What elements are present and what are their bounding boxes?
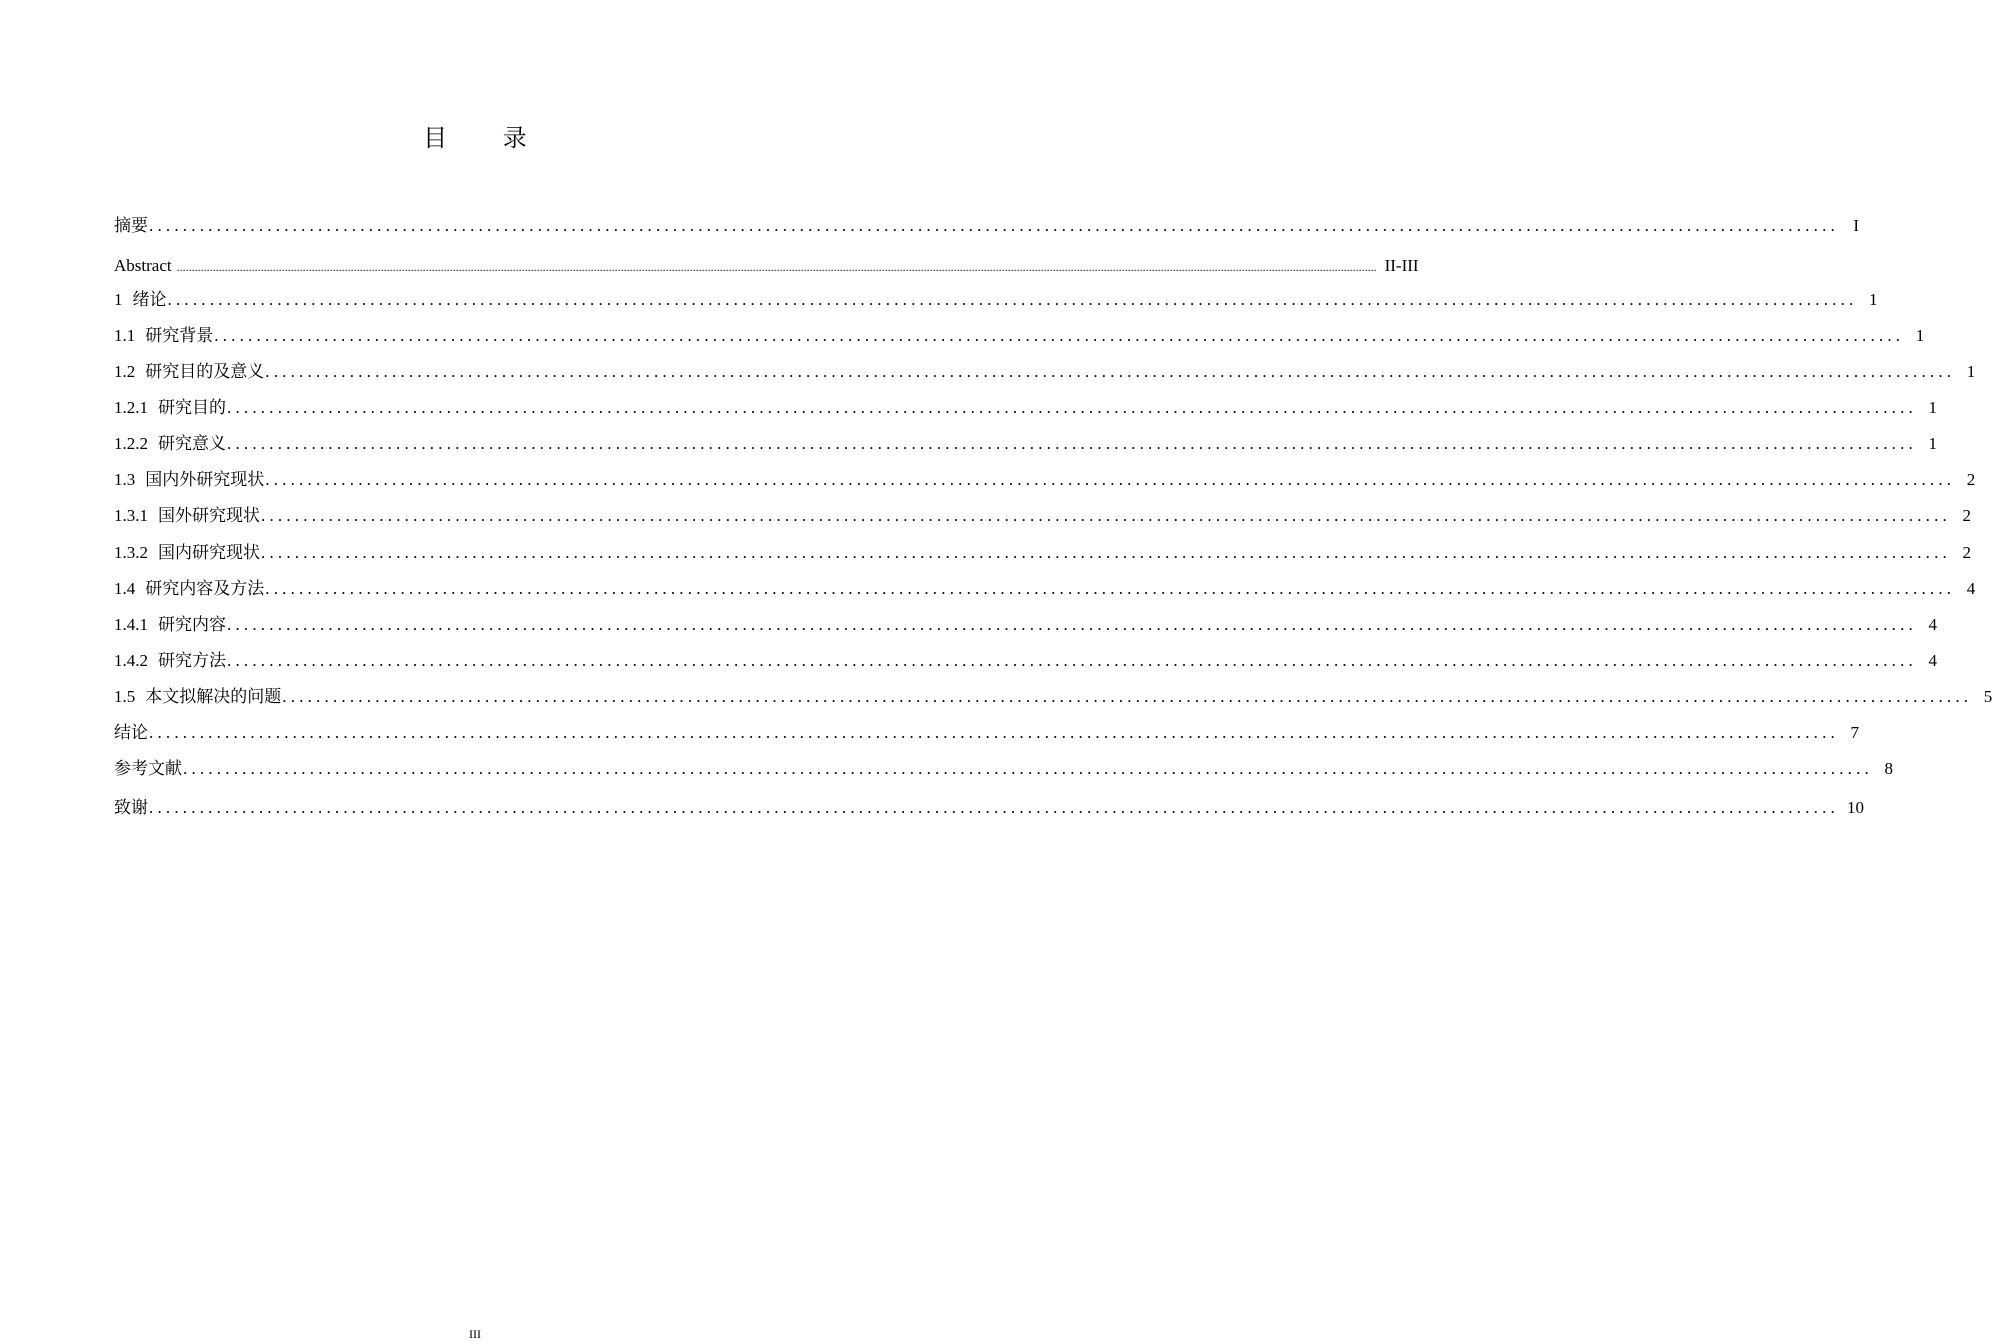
- toc-entry-text: 研究目的及意义: [145, 362, 265, 381]
- toc-entry-label: [114, 796, 148, 820]
- toc-entry-number: 1.4.1: [114, 615, 148, 634]
- toc-dot-leader: ........................................................................................................................................................................................................: [149, 723, 1839, 742]
- toc-entry-text: 结论: [114, 723, 148, 742]
- toc-title: 目 录: [423, 124, 551, 152]
- toc-entry-number: 1.4.2: [114, 651, 148, 670]
- toc-entry-page: 8: [1884, 759, 1893, 778]
- toc-entry-label: [114, 396, 226, 420]
- toc-entry[interactable]: [114, 360, 1976, 384]
- toc-entry-label: [114, 360, 264, 384]
- toc-dot-leader: ........................................................................................................................................................................................................: [261, 506, 1951, 525]
- toc-entry-page: 2: [1962, 543, 1971, 562]
- toc-entry[interactable]: [114, 468, 1976, 492]
- toc-entry-number: 1.5: [114, 687, 136, 706]
- toc-dot-leader: ........................................................................................................................................................................................................: [227, 398, 1917, 417]
- toc-entry[interactable]: [114, 649, 1937, 673]
- toc-entry-text: 本文拟解决的问题: [145, 687, 282, 706]
- toc-entry[interactable]: [114, 504, 1971, 528]
- toc-entry-label: [114, 432, 226, 456]
- toc-entry-label: [114, 721, 148, 745]
- toc-dot-leader: ........................................................................................................................................................................................................: [183, 759, 1873, 778]
- toc-entry-page: 2: [1966, 470, 1976, 489]
- toc-entry-label: [114, 324, 213, 348]
- toc-dot-leader: ........................................................................................................................................................................................................: [149, 216, 1839, 235]
- toc-entry[interactable]: [114, 721, 1859, 745]
- toc-entry[interactable]: [114, 757, 1893, 781]
- toc-entry-number: 1: [114, 290, 123, 309]
- toc-entry-text: 致谢: [114, 798, 148, 817]
- toc-entry-page: 7: [1850, 723, 1859, 742]
- toc-entry-page: 1: [1928, 398, 1937, 417]
- toc-entry-text: 研究方法: [158, 651, 226, 670]
- toc-entry-page: I: [1853, 216, 1859, 235]
- toc-dot-leader: ........................................................................................................................................................................................................: [261, 543, 1951, 562]
- toc-entry-page: 4: [1928, 651, 1937, 670]
- toc-entry-page: 4: [1928, 615, 1937, 634]
- toc-entry-page: 1: [1966, 362, 1976, 381]
- toc-dot-leader: ........................................................................................................................................................................................................: [227, 651, 1917, 670]
- toc-entry-label: [114, 504, 260, 528]
- toc-entry-text: 研究内容: [158, 615, 226, 634]
- toc-entry[interactable]: [114, 577, 1976, 601]
- toc-entry-label: [114, 254, 172, 278]
- toc-entry[interactable]: [114, 613, 1937, 637]
- toc-entry-text: 研究意义: [158, 434, 226, 453]
- toc-entry-page: 4: [1966, 579, 1976, 598]
- toc-dot-leader: ........................................................................................................................................................................................................: [227, 615, 1917, 634]
- toc-dot-leader: ................................................................................................................................................................................................................................................................................................................................................................................................................: [176, 260, 1377, 274]
- toc-entry-label: [114, 288, 167, 312]
- toc-entry-number: 1.3: [114, 470, 136, 489]
- toc-entry-number: 1.2.1: [114, 398, 148, 417]
- toc-entry-number: 1.2.2: [114, 434, 148, 453]
- toc-entry-text: 研究背景: [145, 326, 214, 345]
- toc-dot-leader: ........................................................................................................................................................................................................: [227, 434, 1917, 453]
- toc-entry-text: 研究内容及方法: [145, 579, 265, 598]
- toc-entry[interactable]: [114, 288, 1878, 312]
- toc-entry-text: 国内外研究现状: [145, 470, 265, 489]
- toc-entry-number: 1.3.2: [114, 543, 148, 562]
- toc-entry-page: 5: [1983, 687, 1992, 706]
- toc-dot-leader: ........................................................................................................................................................................................................: [167, 290, 1858, 309]
- toc-entry-label: [114, 757, 182, 781]
- toc-entry-text: 摘要: [114, 216, 148, 235]
- toc-entry-text: 研究目的: [158, 398, 226, 417]
- toc-entry-text: Abstract: [114, 256, 172, 275]
- toc-entry-text: 参考文献: [114, 759, 182, 778]
- toc-entry-number: 1.3.1: [114, 506, 148, 525]
- toc-entry-number: 1.4: [114, 579, 136, 598]
- toc-entry-page: 1: [1915, 326, 1925, 345]
- toc-entry-page: 1: [1869, 290, 1878, 309]
- toc-entry[interactable]: [114, 432, 1937, 456]
- toc-entry-label: [114, 613, 226, 637]
- toc-dot-leader: ........................................................................................................................................................................................................: [265, 579, 1956, 598]
- toc-entry-text: 绪论: [132, 290, 167, 309]
- toc-dot-leader: ........................................................................................................................................................................................................: [149, 798, 1839, 817]
- toc-entry-page: 2: [1962, 506, 1971, 525]
- toc-entry[interactable]: [114, 324, 1925, 348]
- toc-dot-leader: ........................................................................................................................................................................................................: [282, 687, 1973, 706]
- toc-entry-label: [114, 214, 148, 238]
- toc-entry[interactable]: [114, 541, 1971, 565]
- toc-entry[interactable]: [114, 214, 1859, 238]
- toc-entry[interactable]: [114, 254, 1419, 278]
- toc-entry-label: [114, 685, 281, 709]
- toc-entry-text: 国外研究现状: [158, 506, 260, 525]
- page-number: III: [469, 1327, 481, 1341]
- toc-entry-label: [114, 541, 260, 565]
- toc-entry[interactable]: [114, 396, 1937, 420]
- toc-entry-label: [114, 577, 264, 601]
- toc-entry-page: 10: [1847, 798, 1864, 817]
- toc-entry-text: 国内研究现状: [158, 543, 260, 562]
- toc-entry-label: [114, 649, 226, 673]
- toc-entry-page: 1: [1928, 434, 1937, 453]
- toc-entry-number: 1.2: [114, 362, 136, 381]
- toc-entry-number: 1.1: [114, 326, 136, 345]
- toc-dot-leader: ........................................................................................................................................................................................................: [214, 326, 1905, 345]
- toc-entry-label: [114, 468, 264, 492]
- toc-dot-leader: ........................................................................................................................................................................................................: [265, 362, 1956, 381]
- toc-entry-page: II-III: [1384, 256, 1419, 275]
- toc-dot-leader: ........................................................................................................................................................................................................: [265, 470, 1956, 489]
- toc-entry[interactable]: [114, 685, 1992, 709]
- toc-entry[interactable]: [114, 796, 1864, 820]
